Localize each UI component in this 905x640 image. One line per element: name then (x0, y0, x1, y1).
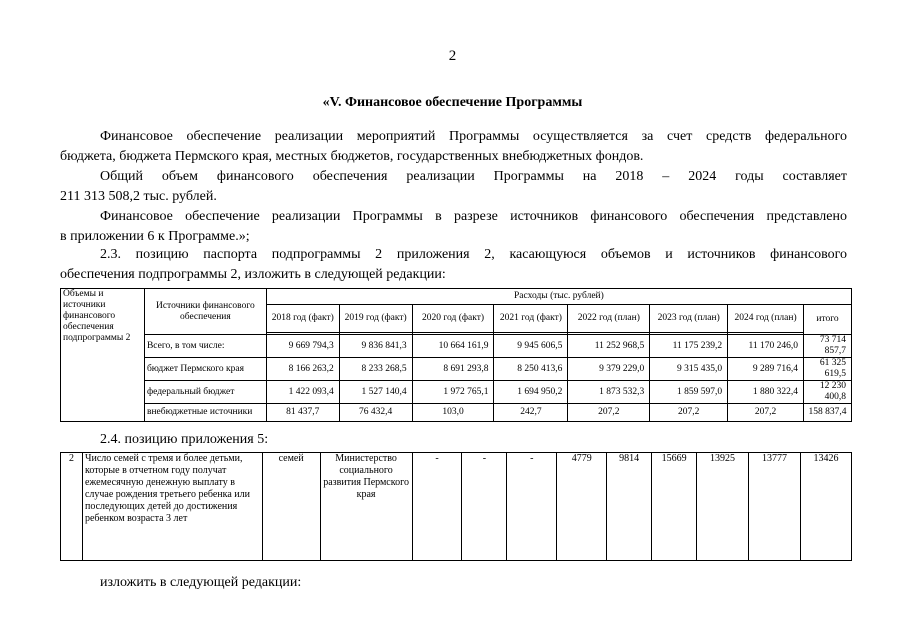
value-cell: 76 432,4 (339, 404, 412, 422)
value-cell: 9 379 229,0 (568, 358, 650, 381)
value-cell: 11 252 968,5 (568, 335, 650, 358)
value-cell: 158 837,4 (804, 404, 852, 422)
value-cell: - (462, 453, 507, 561)
paragraph-3-line-1: Финансовое обеспечение реализации Программы в разрезе источников финансового обеспечения представлено (100, 209, 847, 224)
value-cell: 1 873 532,3 (568, 381, 650, 404)
year-header: 2021 год (факт) (494, 305, 568, 333)
value-cell: 9814 (607, 453, 652, 561)
finance-table (60, 288, 852, 422)
value-cell: 103,0 (412, 404, 494, 422)
value-cell: 8 166 263,2 (266, 358, 339, 381)
value-cell: 1 527 140,4 (339, 381, 412, 404)
value-cell: 1 694 950,2 (494, 381, 568, 404)
value-cell: 8 691 293,8 (412, 358, 494, 381)
paragraph-4-line-2: обеспечения подпрограммы 2, изложить в следующей редакции: (60, 267, 446, 282)
section-heading: «V. Финансовое обеспечение Программы (322, 95, 583, 110)
paragraph-5: 2.4. позицию приложения 5: (100, 432, 269, 447)
sources-header: Источники финансового обеспечения (144, 289, 266, 335)
source-cell: Всего, в том числе: (144, 335, 266, 358)
table-row (61, 358, 852, 381)
paragraph-1-line-1: Финансовое обеспечение реализации мероприятий Программы осуществляется за счет средств федерального (100, 129, 847, 144)
value-cell: 15669 (652, 453, 697, 561)
value-cell: 207,2 (568, 404, 650, 422)
paragraph-6: изложить в следующей редакции: (100, 575, 302, 590)
value-cell: 13777 (749, 453, 801, 561)
value-cell: 61 325 619,5 (804, 358, 852, 381)
value-cell: 13426 (800, 453, 851, 561)
value-cell: 73 714 857,7 (804, 335, 852, 358)
table-row (61, 381, 852, 404)
paragraph-3-line-2: в приложении 6 к Программе.»; (60, 229, 250, 244)
value-cell: 12 230 400,8 (804, 381, 852, 404)
value-cell: 207,2 (728, 404, 804, 422)
value-cell: 8 233 268,5 (339, 358, 412, 381)
value-cell: 1 880 322,4 (728, 381, 804, 404)
value-cell: 9 315 435,0 (650, 358, 728, 381)
value-cell: 1 972 765,1 (412, 381, 494, 404)
value-cell: 242,7 (494, 404, 568, 422)
unit-cell: семей (262, 453, 320, 561)
value-cell: 11 175 239,2 (650, 335, 728, 358)
value-cell: 81 437,7 (266, 404, 339, 422)
year-header: 2022 год (план) (568, 305, 650, 333)
value-cell: 207,2 (650, 404, 728, 422)
year-header: 2023 год (план) (650, 305, 728, 333)
year-header: 2024 год (план) (728, 305, 804, 333)
value-cell: 4779 (557, 453, 607, 561)
paragraph-2-line-2: 211 313 508,2 тыс. рублей. (60, 189, 217, 204)
paragraph-2-line-1: Общий объем финансового обеспечения реализации Программы на 2018 – 2024 годы составляет (100, 169, 847, 184)
source-cell: внебюджетные источники (144, 404, 266, 422)
value-cell: 9 289 716,4 (728, 358, 804, 381)
value-cell: 9 945 606,5 (494, 335, 568, 358)
expenses-header: Расходы (тыс. рублей) (266, 289, 851, 305)
value-cell: 11 170 246,0 (728, 335, 804, 358)
year-header: 2018 год (факт) (266, 305, 339, 333)
value-cell: - (412, 453, 462, 561)
source-cell: бюджет Пермского края (144, 358, 266, 381)
total-header: итого (804, 305, 852, 335)
table-row (61, 404, 852, 422)
value-cell: 9 836 841,3 (339, 335, 412, 358)
value-cell: 8 250 413,6 (494, 358, 568, 381)
value-cell: 1 422 093,4 (266, 381, 339, 404)
paragraph-1-line-2: бюджета, бюджета Пермского края, местных бюджетов, государственных внебюджетных фондов. (60, 149, 644, 164)
indicator-table (60, 452, 852, 561)
table-row (61, 335, 852, 358)
value-cell: - (507, 453, 557, 561)
year-header: 2020 год (факт) (412, 305, 494, 333)
source-cell: федеральный бюджет (144, 381, 266, 404)
ministry-cell: Министерство социального развития Пермского края (320, 453, 412, 561)
page-number: 2 (448, 48, 457, 64)
row-number: 2 (61, 453, 83, 561)
year-header: 2019 год (факт) (339, 305, 412, 333)
value-cell: 1 859 597,0 (650, 381, 728, 404)
row-label-cell: Объемы и источники финансового обеспечения подпрограммы 2 (61, 289, 145, 422)
paragraph-4-line-1: 2.3. позицию паспорта подпрограммы 2 приложения 2, касающуюся объемов и источников финансового (100, 247, 847, 262)
value-cell: 9 669 794,3 (266, 335, 339, 358)
indicator-name: Число семей с тремя и более детьми, которые в отчетном году получат ежемесячную денежную выплату в случае рождения третьего ребенка или последующих детей до достижения ребенком возраста 3 лет (82, 453, 262, 561)
value-cell: 13925 (697, 453, 749, 561)
table-row (61, 453, 852, 561)
value-cell: 10 664 161,9 (412, 335, 494, 358)
